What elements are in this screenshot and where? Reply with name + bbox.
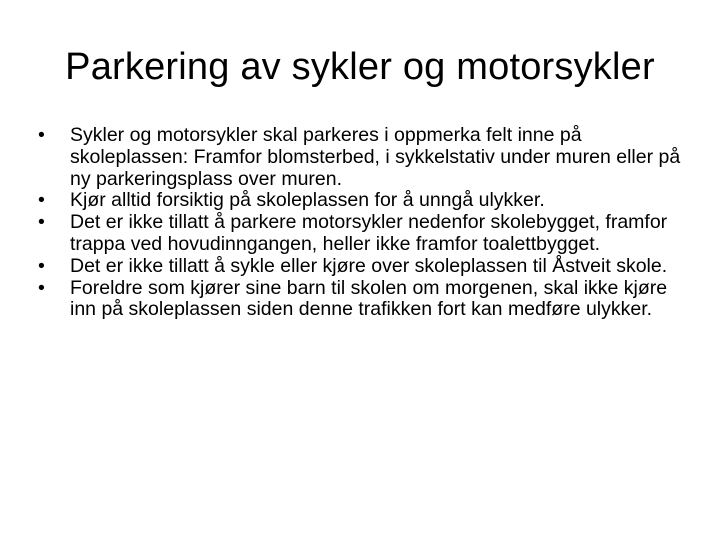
bullet-item [36,256,686,278]
bullet-text: Sykler og motorsykler skal parkeres i oppmerka felt inne på skoleplassen: Framfor blomsterbed, i sykkelstativ under muren eller på ny parkeringsplass over muren. [70,124,681,190]
bullet-item [36,212,686,256]
bullet-item [36,125,686,190]
bullet-icon: • [38,276,45,299]
bullet-icon: • [38,189,45,212]
bullet-icon: • [38,124,45,146]
bullet-text: Kjør alltid forsiktig på skoleplassen for å unngå ulykker. [70,189,545,212]
bullet-text: Foreldre som kjører sine barn til skolen om morgenen, skal ikke kjøre inn på skoleplassen siden denne trafikken fort kan medføre ulykker. [70,276,668,321]
bullet-item [36,278,686,322]
bullet-text: Det er ikke tillatt å sykle eller kjøre over skoleplassen til Åstveit skole. [70,254,668,277]
bullet-icon: • [38,211,45,234]
bullet-icon: • [38,254,45,277]
bullet-text: Det er ikke tillatt å parkere motorsykler nedenfor skolebygget, framfor trappa ved hovudinngangen, heller ikke framfor toalettbygget. [70,211,668,255]
bullet-list [36,125,686,321]
slide-title: Parkering av sykler og motorsykler [65,46,655,88]
bullet-item [36,190,686,212]
